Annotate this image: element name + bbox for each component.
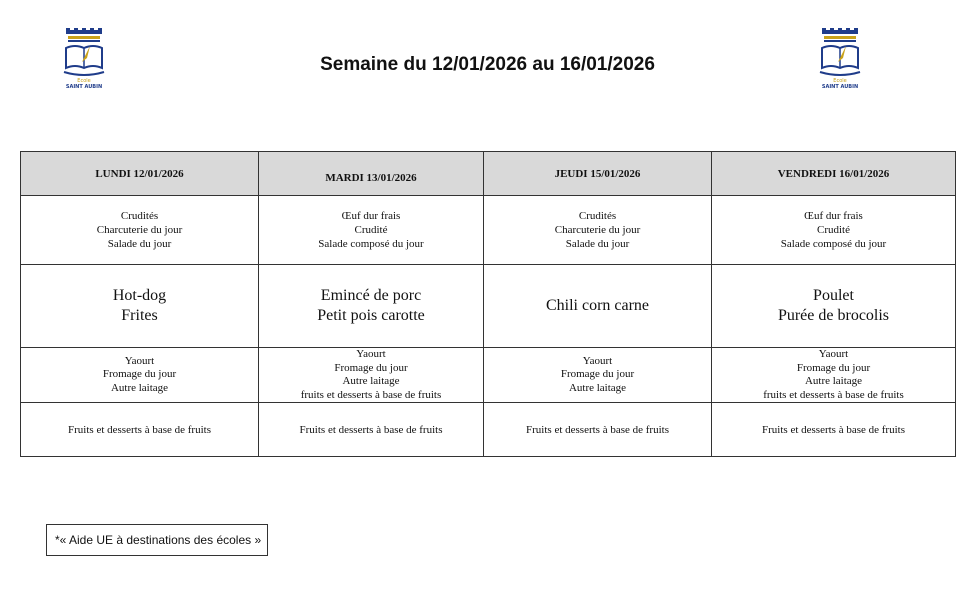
main-course-cell-friday xyxy=(712,265,956,348)
menu-line: fruits et desserts à base de fruits xyxy=(300,388,442,401)
menu-line: Œuf dur frais xyxy=(341,210,401,222)
dessert-cell-friday: Fruits et desserts à base de fruits xyxy=(712,403,956,457)
menu-line: Salade du jour xyxy=(107,238,172,250)
menu-line: Salade composé du jour xyxy=(780,238,887,250)
page-title: Semaine du 12/01/2026 au 16/01/2026 xyxy=(320,54,655,75)
menu-line: Purée de brocolis xyxy=(777,307,890,324)
dairy-cell-friday xyxy=(712,348,956,403)
dessert-cell-thursday: Fruits et desserts à base de fruits xyxy=(484,403,712,457)
entree-cell-friday xyxy=(712,196,956,265)
menu-line: Frites xyxy=(121,307,158,324)
menu-line: Petit pois carotte xyxy=(317,307,425,324)
menu-line: Œuf dur frais xyxy=(804,210,863,222)
logo-caption-bottom: SAINT AUBIN xyxy=(65,84,103,90)
menu-line: Crudité xyxy=(817,224,850,236)
menu-line: Fromage du jour xyxy=(796,361,871,374)
entree-cell-tuesday xyxy=(259,196,484,265)
dairy-cell-monday xyxy=(21,348,259,403)
menu-line: Autre laitage xyxy=(110,381,169,394)
day-header-tuesday: MARDI 13/01/2026 xyxy=(259,152,484,196)
dairy-cell-tuesday xyxy=(259,348,484,403)
day-header-friday: VENDREDI 16/01/2026 xyxy=(712,152,956,196)
menu-line: Hot-dog xyxy=(112,287,167,304)
menu-line: Fromage du jour xyxy=(334,361,408,374)
footnote-box: *« Aide UE à destinations des écoles » xyxy=(46,524,268,556)
menu-line: Chili corn carne xyxy=(545,297,650,314)
menu-line: Salade composé du jour xyxy=(318,238,424,250)
logo-caption-top: Ecole xyxy=(833,78,847,84)
menu-line: Fromage du jour xyxy=(560,368,635,381)
day-header-row xyxy=(21,152,956,196)
menu-line: Emincé de porc xyxy=(320,287,422,304)
menu-line: Fromage du jour xyxy=(102,368,177,381)
menu-line: Charcuterie du jour xyxy=(96,224,183,236)
menu-line: Crudités xyxy=(578,210,617,222)
main-course-cell-thursday xyxy=(484,265,712,348)
entree-row xyxy=(21,196,956,265)
dessert-cell-tuesday: Fruits et desserts à base de fruits xyxy=(259,403,484,457)
dessert-cell-monday: Fruits et desserts à base de fruits xyxy=(21,403,259,457)
logo-caption-bottom: SAINT AUBIN xyxy=(821,84,859,90)
menu-line: fruits et desserts à base de fruits xyxy=(763,388,904,401)
menu-line: Crudité xyxy=(354,224,388,236)
menu-line: Yaourt xyxy=(818,348,849,360)
main-course-cell-monday xyxy=(21,265,259,348)
menu-line: Salade du jour xyxy=(565,238,630,250)
menu-line: Poulet xyxy=(813,287,854,304)
menu-line: Yaourt xyxy=(582,354,613,367)
weekly-menu-table xyxy=(20,151,956,457)
menu-line: Crudités xyxy=(120,210,159,222)
menu-line: Yaourt xyxy=(124,354,155,367)
day-header-monday: LUNDI 12/01/2026 xyxy=(21,152,259,196)
dairy-cell-thursday xyxy=(484,348,712,403)
menu-line: Yaourt xyxy=(356,348,386,360)
logo-caption-top: Ecole xyxy=(77,78,91,84)
menu-line: Autre laitage xyxy=(568,381,627,394)
entree-cell-thursday xyxy=(484,196,712,265)
main-course-cell-tuesday xyxy=(259,265,484,348)
dessert-row xyxy=(21,403,956,457)
day-header-thursday: JEUDI 15/01/2026 xyxy=(484,152,712,196)
dairy-row xyxy=(21,348,956,403)
menu-line: Charcuterie du jour xyxy=(554,224,641,236)
menu-line: Autre laitage xyxy=(342,375,400,387)
main-course-row xyxy=(21,265,956,348)
entree-cell-monday xyxy=(21,196,259,265)
menu-line: Autre laitage xyxy=(804,375,863,387)
